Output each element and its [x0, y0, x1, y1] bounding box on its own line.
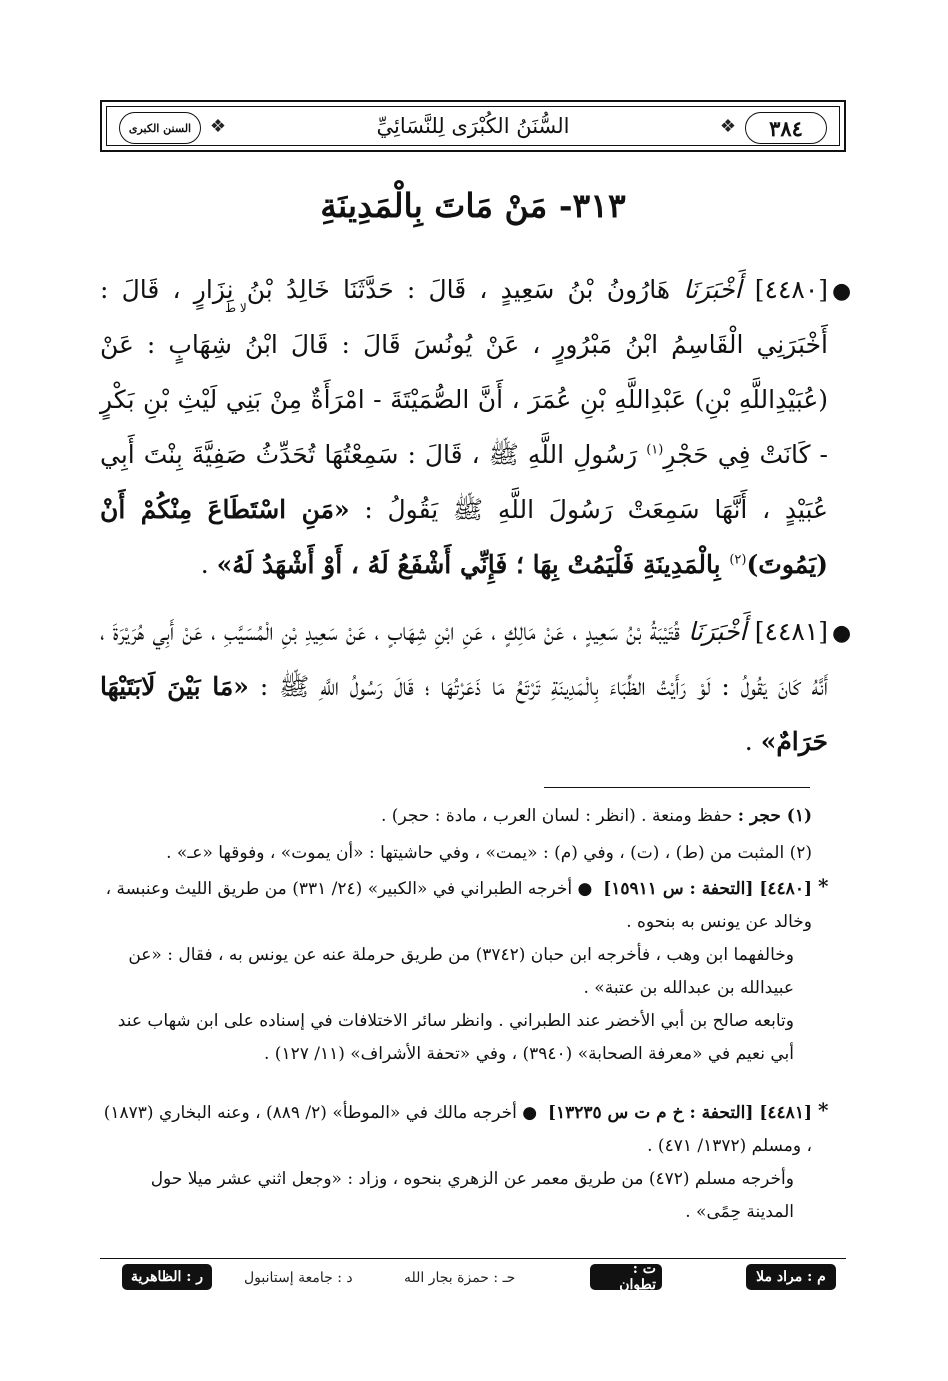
footnote-text: (٢) المثبت من (ط) ، (ت) ، وفي (م) : «يمت» ، وفي حاشيتها : «أن يموت» ، وفوقها «عـ» . [166, 843, 812, 863]
page-number: ٣٨٤ [745, 112, 827, 144]
hadith-opening: أَخْبَرَنَا [683, 275, 742, 304]
footnote-ref: (٢) [729, 552, 747, 568]
footnote-text: حفظ ومنعة . (انظر : لسان العرب ، مادة : حجر) . [381, 806, 738, 826]
book-emblem: السنن الكبرى [119, 112, 201, 144]
takhrij-4481 [100, 1097, 812, 1229]
manuscript-key-r: ر : الظاهرية [122, 1264, 212, 1290]
prophetic-saying: «مَنِ اسْتَطَاعَ مِنْكُمْ أَنْ (يَمُوتَ) [100, 495, 828, 579]
footnote-rule [544, 787, 810, 788]
hadith-opening: أَخْبَرَنَا [688, 617, 747, 646]
prophetic-saying: بِالْمَدِينَةِ فَلْيَمُتْ بِهَا ؛ فَإِنِّي أَشْفَعُ لَهُ ، أَوْ أَشْهَدُ لَهُ» [216, 550, 730, 579]
hadith-number: [٤٤٨١] [754, 617, 829, 646]
hadith-text: رَسُولِ اللَّهِ ﷺ ، قَالَ : سَمِعْتُهَا تُحَدِّثُ صَفِيَّةَ بِنْتَ أَبِي عُبَيْدٍ ، أَنَّهَا سَمِعَتْ رَسُولَ اللَّهِ ﷺ يَقُولُ : [100, 440, 828, 524]
manuscript-key-t: ت : تطوان [590, 1264, 662, 1290]
takhrij-head: [٤٤٨١] [التحفة : خ م ت س ١٣٢٣٥] [547, 1103, 812, 1123]
takhrij-line: ● أخرجه مالك في «الموطأ» (٢/ ٨٨٩) ، وعنه البخاري (١٨٧٣) ، ومسلم (١٣٧٢/ ٤٧١) . [103, 1103, 812, 1156]
hadith-number: [٤٤٨٠] [754, 275, 829, 304]
takhrij-head: [٤٤٨٠] [التحفة : س ١٥٩١١] [603, 879, 812, 899]
footer-rule [100, 1258, 846, 1259]
ornament-icon: ❖ [209, 115, 227, 137]
hadith-text: هَارُونُ بْنُ سَعِيدٍ ، قَالَ : حَدَّثَنَا خَالِدُ بْنُ نِزَارٍ ، قَالَ : أَخْبَرَنِي الْقَاسِمُ ابْنُ مَبْرُورٍ ، عَنْ يُونُسَ قَالَ : قَالَ ابْنُ شِهَابٍ : عَنْ (عُبَيْدِاللَّهِ بْنِ) عَبْدِاللَّهِ بْنِ عُمَرَ ، أَنَّ الصُّمَيْتَةَ - امْرَأَةٌ مِنْ بَنِي لَيْثِ بْنِ بَكْرٍ - كَانَتْ فِي حَجْرِ [100, 275, 828, 469]
header-frame [106, 106, 840, 146]
hadith-end: . [200, 550, 217, 579]
manuscript-key-h: حـ : حمزة بجار الله [404, 1270, 516, 1286]
hadith-4480 [100, 262, 828, 592]
takhrij-4480 [100, 873, 812, 1071]
running-header [100, 100, 846, 152]
manuscript-key-m: م : مراد ملا [746, 1264, 836, 1290]
footnote-label: (١) حجر : [737, 806, 812, 826]
takhrij-line: ● أخرجه الطبراني في «الكبير» (٢٤/ ٣٣١) من طريق الليث وعنبسة ، وخالد عن يونس به بنحوه . [105, 879, 812, 932]
footnote-2 [100, 838, 812, 869]
marginal-note: لا ط [225, 301, 247, 315]
ornament-icon: ❖ [719, 115, 737, 137]
chapter-title: ٣١٣- مَنْ مَاتَ بِالْمَدِينَةِ [320, 186, 626, 225]
asterisk-icon: * [818, 1098, 829, 1122]
bullet-icon: ● [832, 279, 852, 304]
hadith-4481 [100, 604, 828, 769]
prophetic-saying: «مَا بَيْنَ لَابَتَيْهَا حَرَامٌ» [100, 672, 828, 756]
takhrij-line: وخالفهما ابن وهب ، فأخرجه ابن حبان (٣٧٤٢) من طريق حرملة عنه عن يونس به ، فقال : «عن عبيدالله بن عبدالله بن عتبة» . [128, 945, 794, 998]
footnote-ref: (١) [646, 442, 664, 458]
takhrij-line: وأخرجه مسلم (٤٧٢) من طريق معمر عن الزهري بنحوه ، وزاد : «وجعل اثني عشر ميلا حول المدينة حِمًى» . [150, 1169, 794, 1222]
footnote-1 [100, 801, 812, 832]
asterisk-icon: * [818, 874, 829, 898]
takhrij-line: وتابعه صالح بن أبي الأخضر عند الطبراني . وانظر سائر الاختلافات في إسناده على ابن شهاب عند أبي نعيم في «معرفة الصحابة» (٣٩٤٠) ، وفي «تحفة الأشراف» (١١/ ١٢٧) . [117, 1011, 794, 1064]
hadith-end: . [744, 727, 761, 756]
running-title: السُّنَنُ الكُبْرَى لِلنَّسَائِيِّ [376, 114, 570, 138]
hadith-text: قُتَيْبَةُ بْنُ سَعِيدٍ ، عَنْ مَالِكٍ ، عَنِ ابْنِ شِهَابٍ ، عَنْ سَعِيدِ بْنِ الْمُسَيَّبِ ، عَنْ أَبِي هُرَيْرَةَ ، أَنَّهُ كَانَ يَقُولُ : لَوْ رَأَيْتُ الظِّبَاءَ بِالْمَدِينَةِ تَرْتَعُ مَا ذَعَرْتُهَا ؛ قَالَ رَسُولُ اللَّهِ ﷺ : [100, 617, 828, 701]
bullet-icon: ● [832, 621, 852, 646]
manuscript-key-d: د : جامعة إستانبول [244, 1270, 353, 1286]
